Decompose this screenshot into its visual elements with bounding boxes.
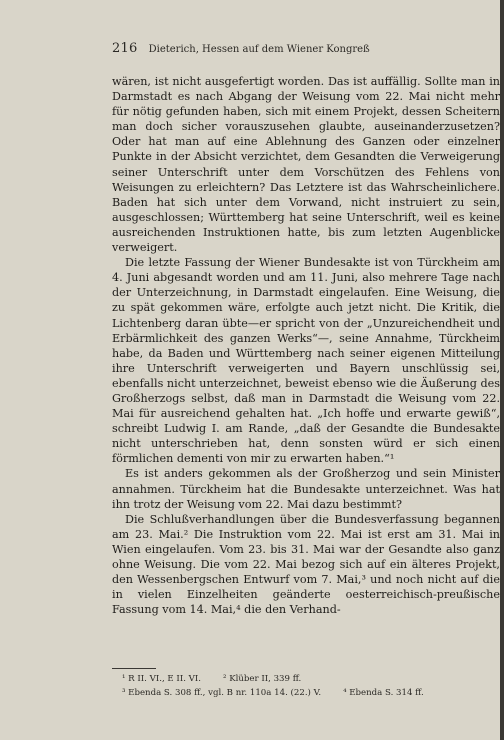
footnote: ³ Ebenda S. 308 ff., vgl. B nr. 110a 14. (22.) V. [122, 688, 322, 698]
footnote-row [122, 672, 492, 686]
footnote-row [122, 686, 492, 700]
footnote: ¹ R II. VI., E II. VI. [122, 674, 202, 684]
running-title: Dieterich, Hessen auf dem Wiener Kongreß [148, 44, 370, 55]
footnote: ⁴ Ebenda S. 314 ff. [343, 688, 424, 698]
paragraph: wären, ist nicht ausgefertigt worden. Das ist auffällig. Sollte man in Darmstadt es nach Abgang der Weisung vom 22. Mai nicht mehr für nötig gefunden haben, sich mit einem Projekt, dessen Scheitern man doch sicher vorauszusehen glaubte, auseinanderzusetzen? Oder hat man auf eine Ablehnung des Ganzen oder einzelner Punkte in der Absicht verzichtet, dem Gesandten die Verweigerung seiner Unterschrift unter dem Vorschützen des Fehlens von Weisungen zu erleichtern? Das Letztere ist das Wahrscheinlichere. Baden hat sich unter dem Vorwand, nicht instruiert zu sein, ausgeschlossen; Württemberg hat seine Unterschrift, weil es keine ausreichenden Instruktionen hatte, bis zum letzten Augenblicke verweigert. [112, 75, 500, 255]
paragraph: Die letzte Fassung der Wiener Bundesakte ist von Türckheim am 4. Juni abgesandt worden und am 11. Juni, also mehrere Tage nach der Unterzeichnung, in Darmstadt eingelaufen. Eine Weisung, die zu spät gekommen wäre, erfolgte auch jetzt nicht. Die Kritik, die Lichtenberg daran übte—er spricht von der „Unzureichendheit und Erbärmlichkeit des ganzen Werks“—, seine Annahme, Türckheim habe, da Baden und Württemberg nach seiner eigenen Mitteilung ihre Unterschrift verweigerten und Bayern unschlüssig sei, ebenfalls nicht unterzeichnet, beweist ebenso wie die Äußerung des Großherzogs selbst, daß man in Darmstadt die Weisung vom 22. Mai für ausreichend gehalten hat. „Ich hoffe und erwarte gewiß“, schreibt Ludwig I. am Rande, „daß der Gesandte die Bundesakte nicht unterschrieben hat, denn sonsten würd er sich einen förmlichen dementi von mir zu erwarten haben.“¹ [112, 256, 500, 466]
paragraph: Es ist anders gekommen als der Großherzog und sein Minister annahmen. Türckheim hat die Bundesakte unterzeichnet. Was hat ihn trotz der Weisung vom 22. Mai dazu bestimmt? [112, 467, 500, 511]
page-number: 216 [112, 41, 138, 56]
page-edge-shadow [500, 0, 504, 740]
paragraph: Die Schlußverhandlungen über die Bundesverfassung begannen am 23. Mai.² Die Instruktion vom 22. Mai ist erst am 31. Mai in Wien eingelaufen. Vom 23. bis 31. Mai war der Gesandte also ganz ohne Weisung. Die vom 22. Mai bezog sich auf ein älteres Projekt, den Wessenbergschen Entwurf vom 7. Mai,³ und noch nicht auf die in vielen Einzelheiten geänderte oesterreichisch-preußische Fassung vom 14. Mai,⁴ die den Verhand- [112, 512, 500, 617]
running-header [112, 41, 492, 56]
footnote-rule [112, 668, 156, 669]
footnote: ² Klüber II, 339 ff. [223, 674, 302, 684]
footnotes [122, 672, 492, 700]
body-text [112, 74, 500, 617]
